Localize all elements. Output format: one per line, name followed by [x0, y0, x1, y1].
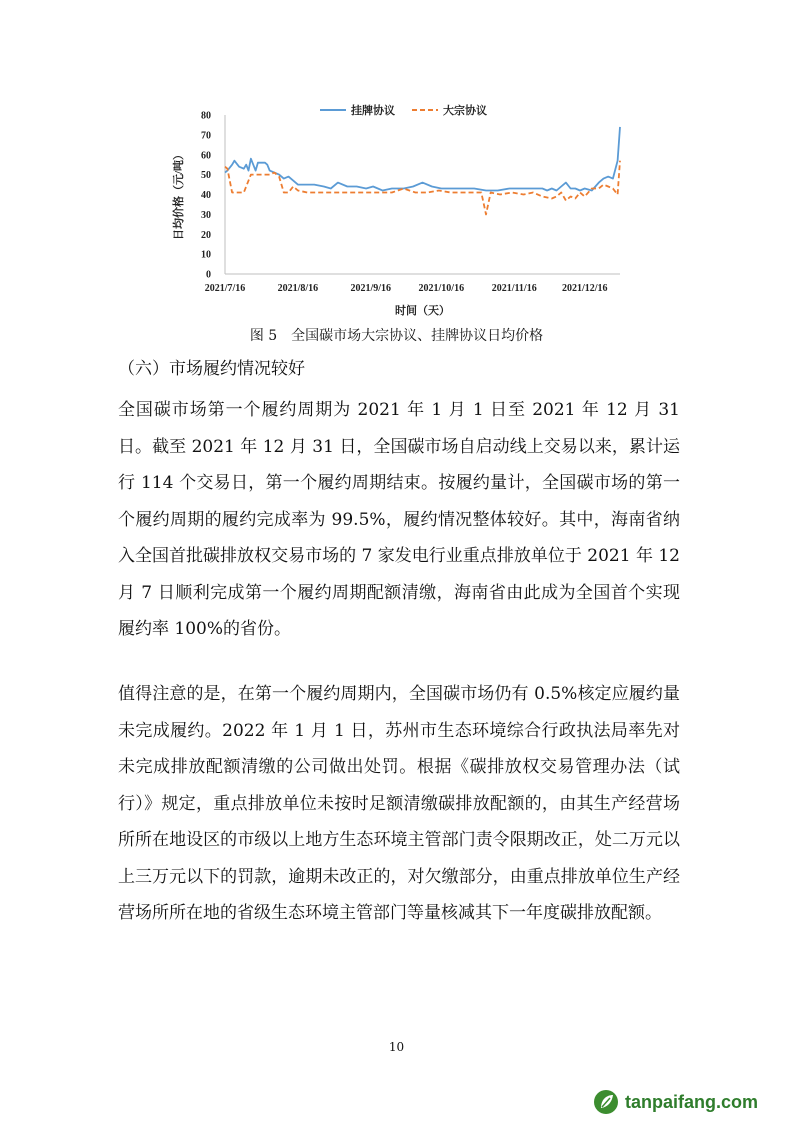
tanpaifang-logo-icon	[593, 1089, 619, 1115]
x-tick-label: 2021/12/16	[561, 283, 608, 294]
y-tick-label: 20	[201, 229, 211, 241]
x-tick-label: 2021/9/16	[350, 283, 392, 294]
paragraph-1: 全国碳市场第一个履约周期为 2021 年 1 月 1 日至 2021 年 12 月 31 日。截至 2021 年 12 月 31 日，全国碳市场自启动线上交易以来，累计运行 114 个交易日，第一个履约周期结束。按履约量计，全国碳市场的第一个履约周期的履约完成率为 99.5%，履约情况整体较好。其中，海南省纳入全国首批碳排放权交易市场的 7 家发电行业重点排放单位于 2021 年 12 月 7 日顺利完成第一个履约周期配额清缴，海南省由此成为全国首个实现履约率 100%的省份。	[118, 400, 680, 639]
x-tick-label: 2021/11/16	[491, 283, 537, 294]
legend-label-2: 大宗协议	[443, 105, 487, 117]
x-tick-label: 2021/10/16	[418, 283, 465, 294]
y-tick-label: 30	[201, 209, 211, 221]
paragraph-2: 值得注意的是，在第一个履约周期内，全国碳市场仍有 0.5%核定应履约量未完成履约。2022 年 1 月 1 日，苏州市生态环境综合行政执法局率先对未完成排放配额清缴的公司做出处罚。根据《碳排放权交易管理办法（试行）》规定，重点排放单位未按时足额清缴碳排放配额的，由其生产经营场所所在地设区的市级以上地方生态环境主管部门责令限期改正，处二万元以上三万元以下的罚款，逾期未改正的，对欠缴部分，由重点排放单位生产经营场所所在地的省级生态环境主管部门等量核减其下一年度碳排放配额。	[118, 684, 680, 923]
y-tick-label: 10	[201, 249, 211, 261]
series-line-1	[225, 127, 620, 191]
y-tick-label: 60	[201, 150, 211, 162]
y-tick-label: 40	[201, 190, 211, 201]
y-tick-label: 70	[201, 130, 211, 142]
y-tick-label: 0	[206, 269, 211, 281]
y-axis-title: 日均价格（元/吨）	[173, 148, 185, 241]
watermark-logo	[593, 1087, 758, 1117]
price-line-chart	[160, 95, 630, 325]
x-tick-label: 2021/7/16	[204, 283, 246, 294]
figure-caption: 图 5 全国碳市场大宗协议、挂牌协议日均价格	[249, 328, 544, 344]
page-number: 10	[388, 1040, 405, 1054]
y-tick-label: 80	[201, 110, 211, 122]
legend-label-1: 挂牌协议	[351, 105, 395, 117]
watermark-text: tanpaifang.com	[625, 1091, 759, 1112]
section-heading: （六）市场履约情况较好	[118, 359, 305, 379]
x-tick-label: 2021/8/16	[277, 283, 319, 294]
y-tick-label: 50	[201, 170, 211, 182]
x-axis-title: 时间（天）	[395, 305, 450, 317]
